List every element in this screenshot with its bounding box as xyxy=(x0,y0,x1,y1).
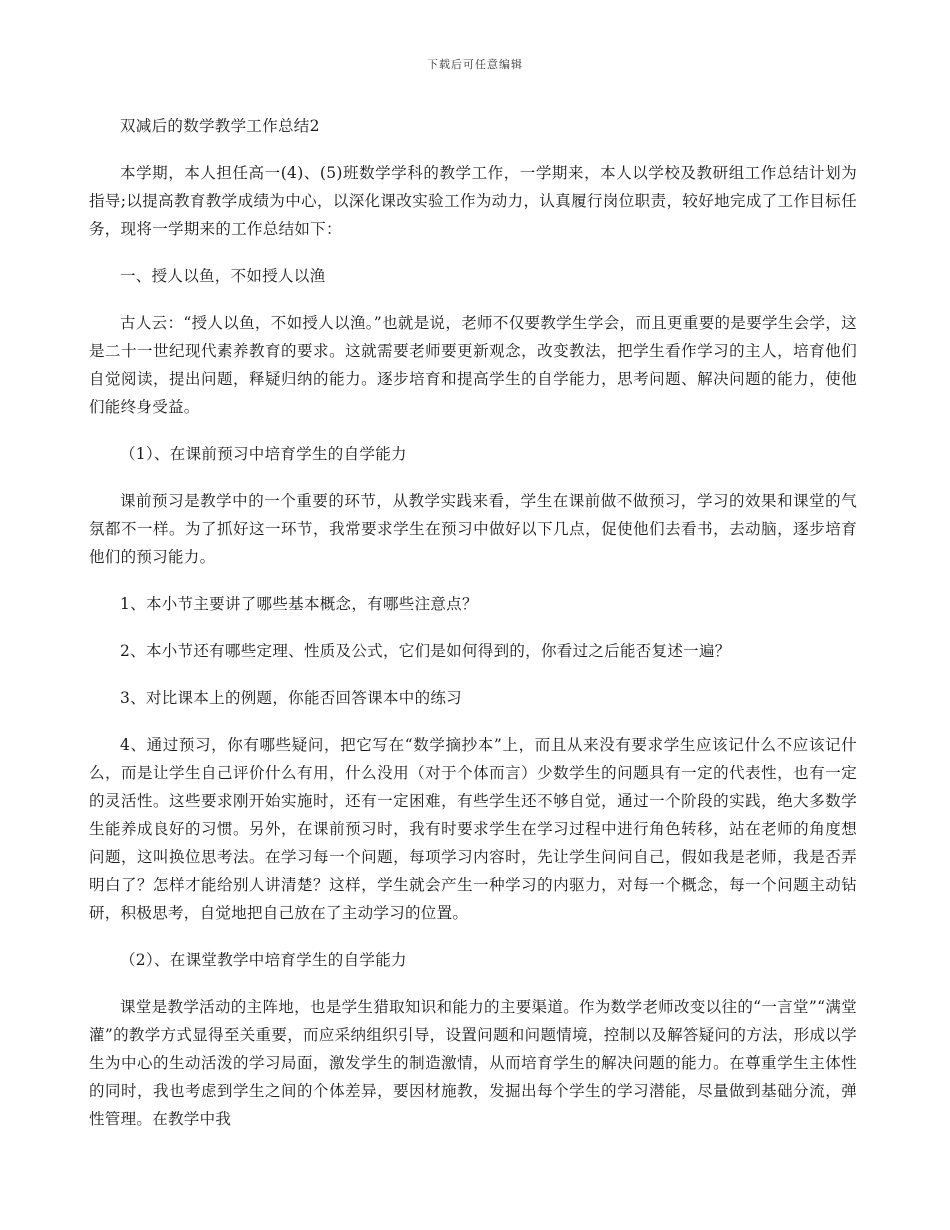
subsection-heading-2: （2）、在课堂教学中培育学生的自学能力 xyxy=(120,951,407,969)
page-header: 下载后可任意编辑 xyxy=(427,58,523,71)
list-item: 1、本小节主要讲了哪些基本概念，有哪些注意点？ xyxy=(120,595,478,613)
list-item: 3、对比课本上的例题，你能否回答课本中的练习 xyxy=(120,689,462,707)
paragraph: 古人云：“授人以鱼，不如授人以渔。”也就是说，老师不仅要教学生学会，而且更重要的是要学生会学，这是二十一世纪现代素养教育的要求。这就需要老师要更新观念，改变教法，把学生看作学习的主人，培育他们自觉阅读，提出问题，释疑归纳的能力。逐步培育和提高学生的自学能力，思考问题、解决问题的能力，使他们能终身受益。 xyxy=(89,314,857,416)
subsection-heading-1: （1）、在课前预习中培育学生的自学能力 xyxy=(120,445,407,463)
document-title: 双减后的数学教学工作总结2 xyxy=(120,117,320,135)
paragraph: 课堂是教学活动的主阵地，也是学生猎取知识和能力的主要渠道。作为数学老师改变以往的“一言堂”“满堂灌”的教学方式显得至关重要，而应采纳组织引导，设置问题和问题情境，控制以及解答疑问的方法，形成以学生为中心的生动活泼的学习局面，激发学生的制造激情，从而培育学生的解决问题的能力。在尊重学生主体性的同时，我也考虑到学生之间的个体差异，要因材施教，发掘出每个学生的学习潜能，尽量做到基础分流，弹性管理。在教学中我 xyxy=(89,998,857,1128)
section-heading-1: 一、授人以鱼，不如授人以渔 xyxy=(120,267,326,285)
list-item: 4、通过预习，你有哪些疑问，把它写在“数学摘抄本”上，而且从来没有要求学生应该记什么不应该记什么，而是让学生自己评价什么有用，什么没用（对于个体而言）少数学生的问题具有一定的代表性，也有一定的灵活性。这些要求刚开始实施时，还有一定困难，有些学生还不够自觉，通过一个阶段的实践，绝大多数学生能养成良好的习惯。另外，在课前预习时，我有时要求学生在学习过程中进行角色转移，站在老师的角度想问题，这叫换位思考法。在学习每一个问题，每项学习内容时，先让学生问问自己，假如我是老师，我是否弄明白了？怎样才能给别人讲清楚？这样，学生就会产生一种学习的内驱力，对每一个概念，每一个问题主动钻研，积极思考，自觉地把自己放在了主动学习的位置。 xyxy=(89,736,857,922)
list-item: 2、本小节还有哪些定理、性质及公式，它们是如何得到的，你看过之后能否复述一遍？ xyxy=(120,642,731,660)
paragraph-intro: 本学期，本人担任高一(4)、(5)班数学学科的教学工作，一学期来，本人以学校及教研组工作总结计划为指导;以提高教育教学成绩为中心，以深化课改实验工作为动力，认真履行岗位职责，较好地完成了工作目标任务，现将一学期来的工作总结如下： xyxy=(89,164,857,238)
paragraph: 课前预习是教学中的一个重要的环节，从教学实践来看，学生在课前做不做预习，学习的效果和课堂的气氛都不一样。为了抓好这一环节，我常要求学生在预习中做好以下几点，促使他们去看书，去动脑，逐步培育他们的预习能力。 xyxy=(89,492,857,566)
document-body xyxy=(89,112,857,1152)
